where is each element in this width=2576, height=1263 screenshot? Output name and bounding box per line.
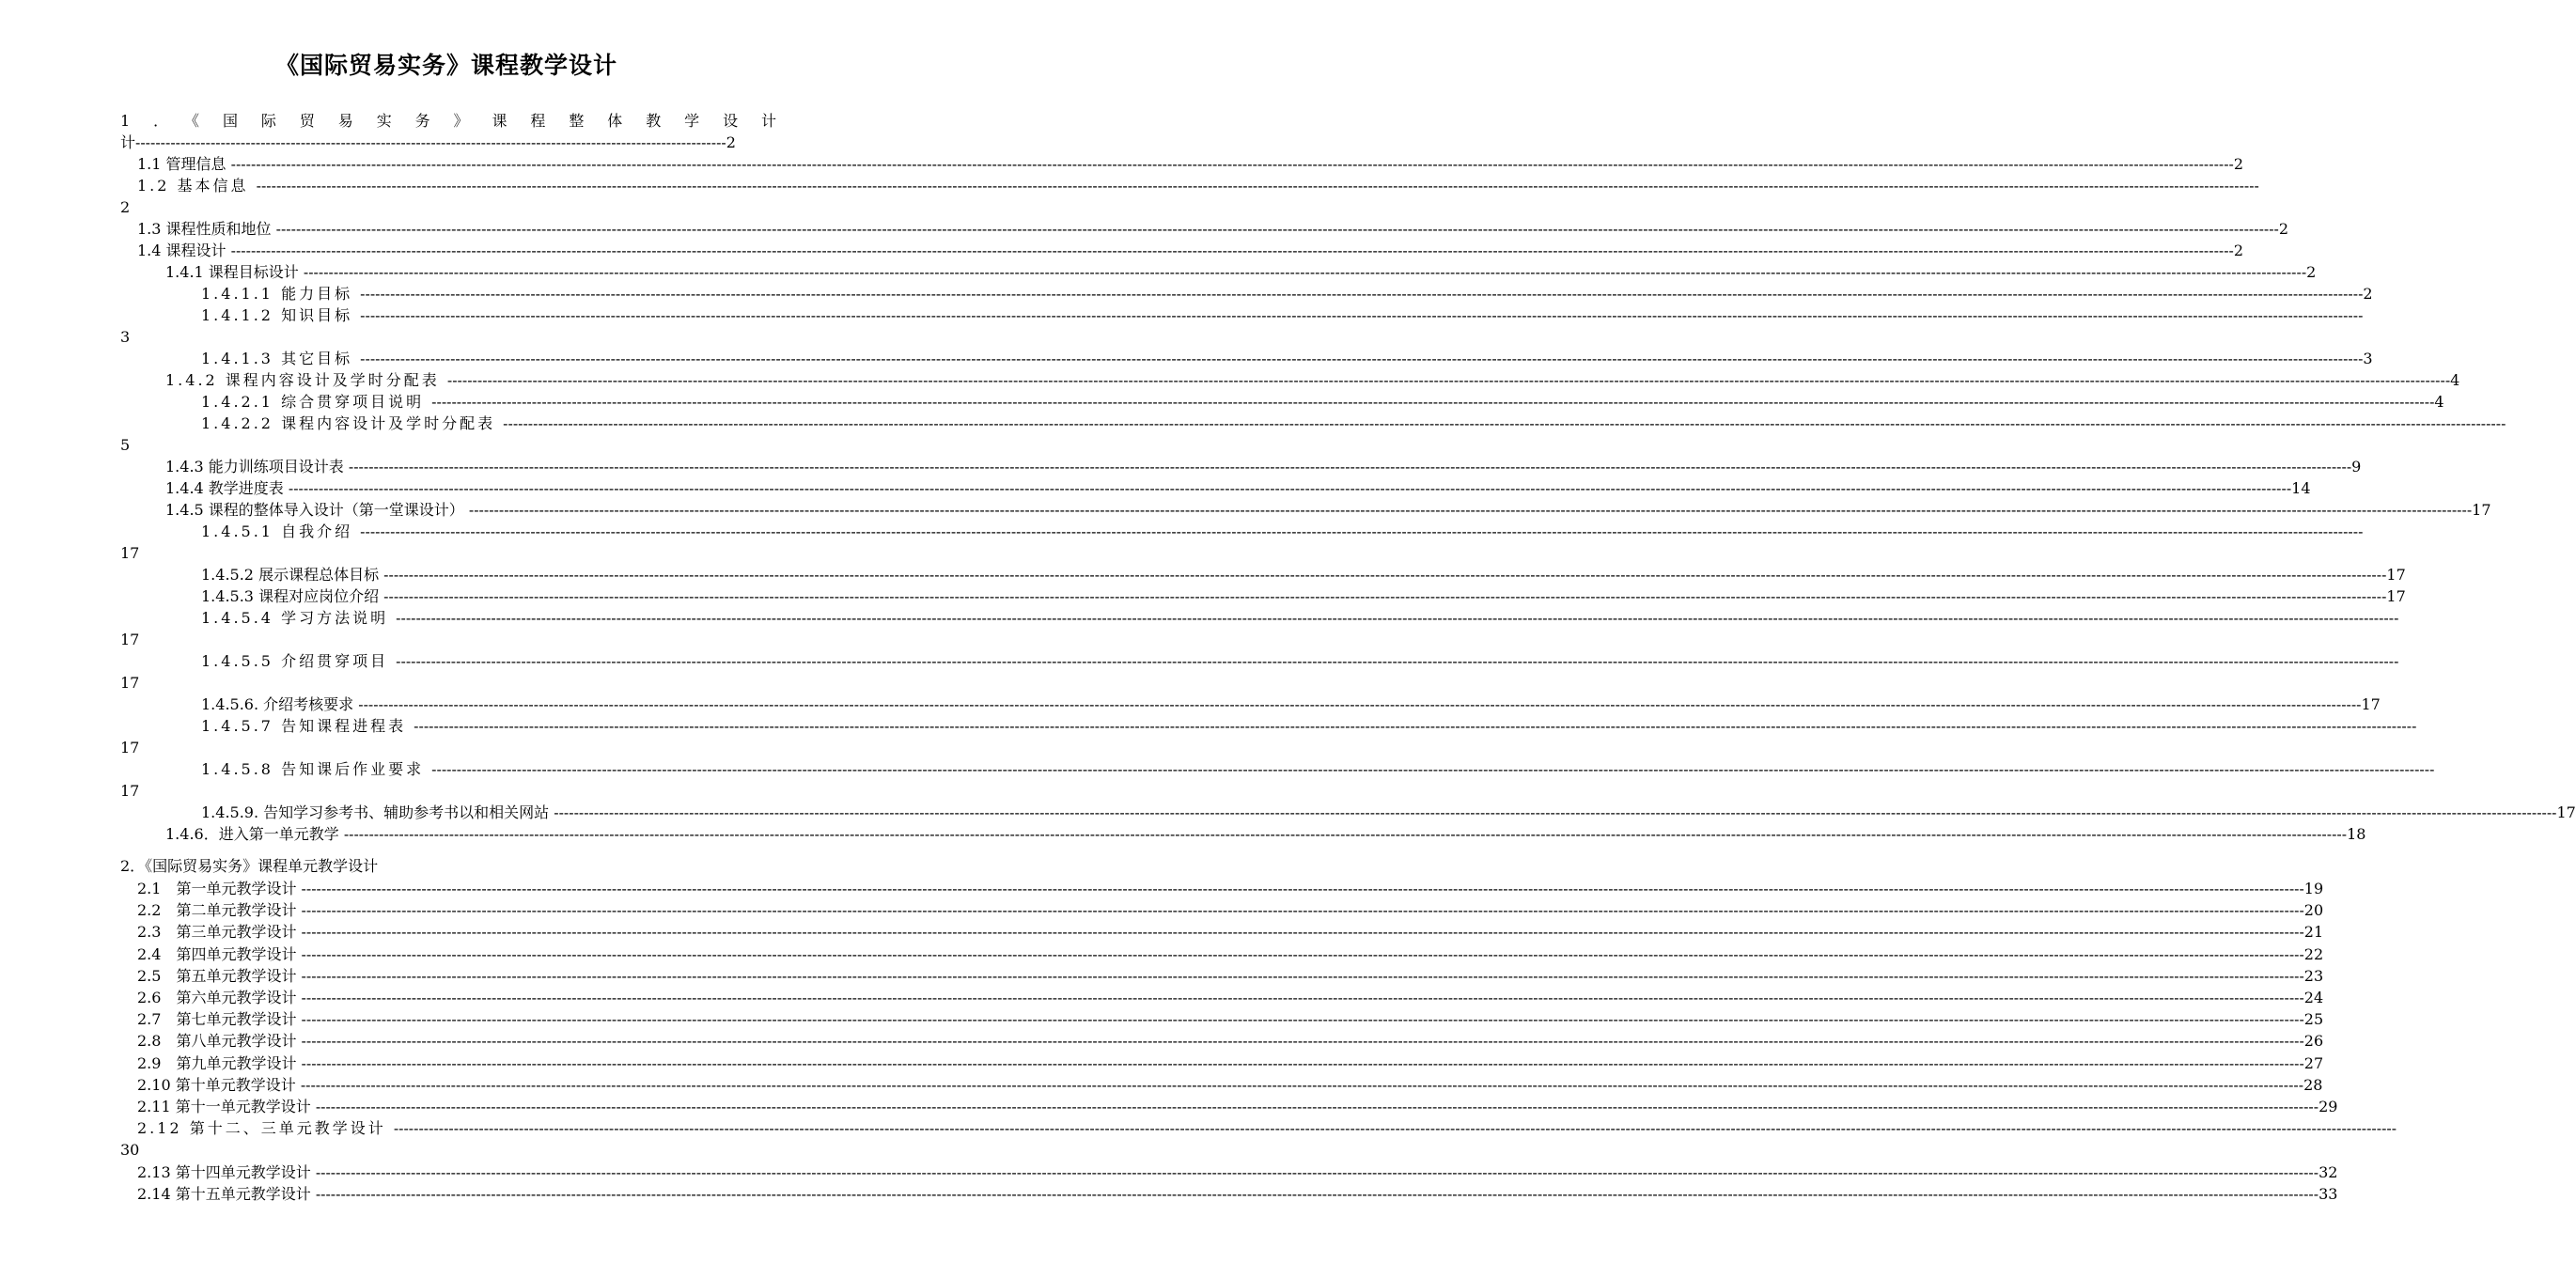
toc-item-entry[interactable] <box>201 694 2381 715</box>
toc-unit-label: 2.1 第一单元教学设计 <box>137 880 302 897</box>
toc-item-entry[interactable] <box>201 758 2435 780</box>
leader-dots: ---------------------------------------------------------------------------------------------------------------------------------------------------------------------------------------------------------------------------------------------------------------------------------------------------------------------------------------------------------------------------------------------------------------- <box>393 1121 2397 1137</box>
leader-dots: ---------------------------------------------------------------------------------------------------------------------------------------------------------------------------------------------------------------------------------------------------------------------------------------------------------------------------------------------------------------------------------------------------------------- <box>348 460 2352 476</box>
toc-unit-page: 28 <box>2303 1076 2323 1094</box>
leader-dots: ---------------------------------------------------------------------------------------------------------------------------------------------------------------------------------------------------------------------------------------------------------------------------------------------------------------------------------------------------------------------------------------------------------------- <box>301 969 2304 985</box>
toc-item-label: 1.4.3 能力训练项目设计表 <box>165 458 349 476</box>
toc-unit-label: 2.13 第十四单元教学设计 <box>137 1163 316 1181</box>
toc-item-label: 1.4.2.2 课程内容设计及学时分配表 <box>201 414 504 432</box>
toc-heading-1-continuation <box>120 132 736 153</box>
toc-unit-page: 30 <box>120 1141 140 1159</box>
toc-item-page: 17 <box>2386 566 2406 584</box>
toc-item-label: 1.2 基本信息 <box>137 177 257 195</box>
toc-unit-label: 2.11 第十一单元教学设计 <box>137 1098 316 1115</box>
toc-item-label: 1.4.5.4 学习方法说明 <box>201 609 397 627</box>
toc-heading-1-tail: 计 <box>120 133 136 151</box>
toc-item-entry[interactable] <box>201 283 2373 304</box>
toc-heading-1-label: 1．《国际贸易实务》课程整体教学设计 <box>120 112 789 130</box>
leader-dots: ---------------------------------------------------------------------------------------------------------------------------------------------------------------------------------------------------------------------------------------------------------------------------------------------------------------------------------------------------------------------------------------------------------------- <box>554 805 2557 821</box>
toc-unit-label: 2.14 第十五单元教学设计 <box>137 1185 316 1203</box>
toc-unit-label: 2.9 第九单元教学设计 <box>137 1054 302 1072</box>
toc-item-entry[interactable] <box>201 564 2406 585</box>
toc-unit-entry[interactable] <box>137 899 2324 921</box>
toc-item-label: 1.1 管理信息 <box>137 155 231 173</box>
toc-item-page: 2 <box>120 198 131 216</box>
toc-item-entry[interactable] <box>201 585 2406 607</box>
leader-dots: ---------------------------------------------------------------------------------------------------------------------------------------------------------------------------------------------------------------------------------------------------------------------------------------------------------------------------------------------------------------------------------------------------------------- <box>396 611 2399 627</box>
toc-unit-entry[interactable] <box>137 987 2324 1008</box>
leader-dots: ---------------------------------------------------------------------------------------------------------------------------------------------------------------------------------------------------------------------------------------------------------------------------------------------------------------------------------------------------------------------------------------------------------------- <box>383 568 2387 584</box>
leader-dots: ---------------------------------------------------------------------------------------------------------------------------------------------------------------------------------------------------------------------------------------------------------------------------------------------------------------------------------------------------------------------------------------------------------------- <box>360 351 2364 367</box>
toc-item-label: 1.4.5.9. 告知学习参考书、辅助参考书以和相关网站 <box>201 803 554 821</box>
toc-item-label: 1.4.5 课程的整体导入设计（第一堂课设计） <box>165 501 469 519</box>
toc-item-label: 1.4.1.3 其它目标 <box>201 350 361 367</box>
toc-item-entry[interactable] <box>201 650 2399 672</box>
toc-heading-2 <box>120 855 789 877</box>
toc-item-page: 4 <box>2450 371 2460 389</box>
leader-dots: ---------------------------------------------------------------------------------------------------------------------------------------------------------------------------------------------------------------------------------------------------------------------------------------------------------------------------------------------------------------------------------------------------------------- <box>230 243 2234 259</box>
leader-dots: ---------------------------------------------------------------------------------------------------------------------------------------------------------------------------------------------------------------------------------------------------------------------------------------------------------------------------------------------------------------------------------------------------------------- <box>288 481 2292 497</box>
toc-unit-entry[interactable] <box>137 1008 2324 1030</box>
leader-dots: ---------------------------------------------------------------------------------------------------------------------------------------------------------------------------------------------------------------------------------------------------------------------------------------------------------------------------------------------------------------------------------------------------------------- <box>360 524 2364 540</box>
toc-item-page: 2 <box>2306 263 2317 281</box>
leader-dots: ---------------------------------------------------------------------------------------------------------------------------------------------------------------------------------------------------------------------------------------------------------------------------------------------------------------------------------------------------------------------------------------------------------------- <box>360 287 2364 303</box>
toc-unit-page: 27 <box>2303 1054 2324 1072</box>
toc-item-page: 3 <box>120 328 131 346</box>
toc-item-label: 1.4.5.5 介绍贯穿项目 <box>201 652 397 670</box>
toc-item-page: 2 <box>2278 220 2289 238</box>
toc-unit-entry[interactable] <box>137 1074 2323 1096</box>
toc-unit-entry[interactable] <box>137 1183 2338 1205</box>
leader-dots: ---------------------------------------------------------------------------------------------------------------------------------------------------------------------------------------------------------------------------------------------------------------------------------------------------------------------------------------------------------------------------------------------------------------- <box>315 1165 2319 1181</box>
toc-item-page: 17 <box>120 631 140 648</box>
leader-dots: ---------------------------------------------------------------------------------------------------------------------------------------------------------------------------------------------------------------------------------------------------------------------------------------------------------------------------------------------------------------------------------------------------------------- <box>383 589 2387 605</box>
leader-dots: ---------------------------------------------------------------------------------------------------------------------------------------------------------------------------------------------------------------------------------------------------------------------------------------------------------------------------------------------------------------------------------------------------------------- <box>301 881 2304 897</box>
toc-unit-entry[interactable] <box>137 921 2324 943</box>
toc-unit-label: 2.7 第七单元教学设计 <box>137 1010 302 1028</box>
toc-item-entry[interactable] <box>201 413 2506 434</box>
document-title: 《国际贸易实务》课程教学设计 <box>274 52 617 79</box>
toc-item-entry[interactable] <box>137 153 2244 175</box>
leader-dots: ---------------------------------------------------------------------------------------------------------------------------------------------------------------------------------------------------------------------------------------------------------------------------------------------------------------------------------------------------------------------------------------------------------------- <box>303 265 2307 281</box>
toc-unit-entry[interactable] <box>137 943 2324 965</box>
toc-item-entry[interactable] <box>137 175 2259 196</box>
toc-item-page: 17 <box>120 674 140 692</box>
leader-dots: ---------------------------------------------------------------------------------------------------------------------------------------------------------------------------------------------------------------------------------------------------------------------------------------------------------------------------------------------------------------------------------------------------------------- <box>301 903 2304 919</box>
leader-dots: ---------------------------------------------------------------------------------------------------------------------------------------------------------------------------------------------------------------------------------------------------------------------------------------------------------------------------------------------------------------------------------------------------------------- <box>256 179 2259 195</box>
toc-item-label: 1.4.5.6. 介绍考核要求 <box>201 695 359 713</box>
toc-item-page: 17 <box>2361 695 2381 713</box>
toc-unit-page: 29 <box>2318 1098 2338 1115</box>
toc-unit-page: 25 <box>2303 1010 2324 1028</box>
toc-item-page: 17 <box>120 544 140 562</box>
toc-unit-label: 2.3 第三单元教学设计 <box>137 923 302 941</box>
leader-dots: ---------------------------------------------------------------------------------------------------------------------------------------------------------------------------------------------------------------------------------------------------------------------------------------------------------------------------------------------------------------------------------------------------------------- <box>446 373 2451 389</box>
toc-unit-entry[interactable] <box>137 1052 2324 1074</box>
toc-item-entry[interactable] <box>201 304 2364 326</box>
toc-item-entry[interactable] <box>137 240 2244 261</box>
leader-dots: ---------------------------------------------------------------------------------------------------------------------------------------------------------------------------------------------------------------------------------------------------------------------------------------------------------------------------------------------------------------------------------------------------------------- <box>275 222 2279 238</box>
leader-dots: ---------------------------------------------------------------------------------------------------------------------------------------------------------------------------------------------------------------------------------------------------------------------------------------------------------------------------------------------------------------------------------------------------------------- <box>301 925 2304 941</box>
leader-dots: ---------------------------------------------------------------------------------------------------------------------------------------------------------------------------------------------------------------------------------------------------------------------------------------------------------------------------------------------------------------------------------------------------------------- <box>301 947 2304 963</box>
leader-dots: ---------------------------------------------------------------------------------------------------------------------------------------------------------------------------------------------------------------------------------------------------------------------------------------------------------------------------------------------------------------------------------------------------------------- <box>230 157 2234 173</box>
toc-item-entry[interactable] <box>201 607 2399 629</box>
toc-item-entry[interactable] <box>201 391 2444 413</box>
toc-item-entry[interactable] <box>165 456 2362 477</box>
toc-item-page: 4 <box>2434 393 2444 411</box>
toc-item-page: 17 <box>2556 803 2576 821</box>
toc-item-entry[interactable] <box>165 261 2317 283</box>
toc-item-page: 2 <box>2233 155 2244 173</box>
toc-item-page: 14 <box>2291 479 2311 497</box>
leader-dots: ---------------------------------------------------------------------------------------------------------------------------------------------------------------------------------------------------------------------------------------------------------------------------------------------------------------------------------------------------------------------------------------------------------------- <box>396 654 2399 670</box>
leader-dots: ---------------------------------------------------------------------------------------------------------------------------------------------------------------------------------------------------------------------------------------------------------------------------------------------------------------------------------------------------------------------------------------------------------------- <box>300 1078 2304 1094</box>
toc-item-label: 1.4.2.1 综合贯穿项目说明 <box>201 393 432 411</box>
toc-item-label: 1.4.1 课程目标设计 <box>165 263 304 281</box>
toc-item-page: 9 <box>2351 458 2362 476</box>
toc-unit-label: 2.10 第十单元教学设计 <box>137 1076 301 1094</box>
toc-unit-label: 2.5 第五单元教学设计 <box>137 967 302 985</box>
leader-dots: ---------------------------------------------------------------------------------------------------------------------------------------------------------------------------------------------------------------------------------------------------------------------------------------------------------------------------------------------------------------------------------------------------------------- <box>315 1187 2319 1203</box>
leader-dots: ---------------------------------------------------------------------------------------------------------------------------------------------------------------------------------------------------------------------------------------------------------------------------------------------------------------------------------------------------------------------------------------------------------------- <box>301 1012 2304 1028</box>
toc-item-label: 1.4.6．进入第一单元教学 <box>165 825 344 843</box>
toc-unit-entry[interactable] <box>137 1162 2338 1183</box>
toc-item-entry[interactable] <box>201 521 2364 542</box>
toc-item-label: 1.4.4 教学进度表 <box>165 479 289 497</box>
toc-unit-label: 2.2 第二单元教学设计 <box>137 901 302 919</box>
toc-unit-page: 21 <box>2303 923 2324 941</box>
leader-dots: ---------------------------------------------------------------------------------------------------------------------------------------------------------------------------------------------------------------------------------------------------------------------------------------------------------------------------------------------------------------------------------------------------------------- <box>301 1056 2304 1072</box>
toc-item-entry[interactable] <box>165 477 2311 499</box>
leader-dots: ---------------------------------------------------------------------------------------------------------------------------------------------------------------------------------------------------------------------------------------------------------------------------------------------------------------------------------------------------------------------------------------------------------------- <box>315 1099 2319 1115</box>
leader-dots: ---------------------------------------------------------------------------------------------------------------------------------------------------------------------------------------------------------------------------------------------------------------------------------------------------------------------------------------------------------------------------------------------------------------- <box>431 762 2435 778</box>
toc-unit-label: 2.6 第六单元教学设计 <box>137 989 302 1006</box>
leader-dots: ---------------------------------------------------------------------------------------------------------------------------------------------------------------------------------------------------------------------------------------------------------------------------------------------------------------------------------------------------------------------------------------------------------------- <box>360 308 2364 324</box>
toc-item-label: 1.4 课程设计 <box>137 242 231 259</box>
leader-dots: ---------------------------------------------------------------------------------------------------------------------- <box>135 135 726 151</box>
toc-unit-page: 22 <box>2303 945 2324 963</box>
leader-dots: ---------------------------------------------------------------------------------------------------------------------------------------------------------------------------------------------------------------------------------------------------------------------------------------------------------------------------------------------------------------------------------------------------------------- <box>503 416 2506 432</box>
toc-unit-entry[interactable] <box>137 965 2324 987</box>
toc-item-entry[interactable] <box>201 802 2576 823</box>
toc-unit-page: 33 <box>2318 1185 2338 1203</box>
leader-dots: ---------------------------------------------------------------------------------------------------------------------------------------------------------------------------------------------------------------------------------------------------------------------------------------------------------------------------------------------------------------------------------------------------------------- <box>301 1034 2304 1050</box>
toc-item-entry[interactable] <box>165 369 2460 391</box>
leader-dots: ---------------------------------------------------------------------------------------------------------------------------------------------------------------------------------------------------------------------------------------------------------------------------------------------------------------------------------------------------------------------------------------------------------------- <box>431 395 2435 411</box>
toc-item-entry[interactable] <box>165 823 2366 845</box>
leader-dots: ---------------------------------------------------------------------------------------------------------------------------------------------------------------------------------------------------------------------------------------------------------------------------------------------------------------------------------------------------------------------------------------------------------------- <box>301 990 2304 1006</box>
toc-item-label: 1.4.5.1 自我介绍 <box>201 522 361 540</box>
toc-item-entry[interactable] <box>201 715 2417 737</box>
toc-item-label: 1.4.2 课程内容设计及学时分配表 <box>165 371 447 389</box>
toc-item-entry[interactable] <box>165 499 2491 521</box>
toc-heading-1 <box>120 110 789 132</box>
toc-item-page: 2 <box>2233 242 2244 259</box>
toc-unit-page: 23 <box>2303 967 2324 985</box>
toc-item-page: 17 <box>2472 501 2491 519</box>
toc-item-label: 1.4.1.1 能力目标 <box>201 285 361 303</box>
toc-item-page: 17 <box>2386 587 2406 605</box>
toc-item-page: 2 <box>2363 285 2373 303</box>
toc-unit-entry[interactable] <box>137 878 2324 899</box>
toc-item-label: 1.3 课程性质和地位 <box>137 220 276 238</box>
toc-unit-page: 32 <box>2318 1163 2338 1181</box>
toc-item-label: 1.4.5.7 告知课程进程表 <box>201 717 414 735</box>
toc-item-page: 3 <box>2363 350 2373 367</box>
toc-item-entry[interactable] <box>137 218 2289 240</box>
toc-item-page: 18 <box>2347 825 2366 843</box>
leader-dots: ---------------------------------------------------------------------------------------------------------------------------------------------------------------------------------------------------------------------------------------------------------------------------------------------------------------------------------------------------------------------------------------------------------------- <box>414 719 2417 735</box>
leader-dots: ---------------------------------------------------------------------------------------------------------------------------------------------------------------------------------------------------------------------------------------------------------------------------------------------------------------------------------------------------------------------------------------------------------------- <box>343 827 2348 843</box>
toc-unit-entry[interactable] <box>137 1117 2397 1139</box>
toc-unit-label: 2.12 第十二、三单元教学设计 <box>137 1119 394 1137</box>
toc-item-label: 1.4.5.2 展示课程总体目标 <box>201 566 384 584</box>
toc-heading-1-page: 2 <box>726 133 736 151</box>
toc-unit-page: 19 <box>2303 880 2324 897</box>
toc-item-label: 1.4.5.3 课程对应岗位介绍 <box>201 587 384 605</box>
toc-heading-2-label: 2．《国际贸易实务》课程单元教学设计 <box>120 857 379 875</box>
toc-unit-entry[interactable] <box>137 1096 2338 1117</box>
toc-item-page: 5 <box>120 436 131 454</box>
toc-unit-page: 20 <box>2303 901 2324 919</box>
toc-unit-label: 2.8 第八单元教学设计 <box>137 1032 302 1050</box>
toc-unit-page: 26 <box>2303 1032 2324 1050</box>
toc-item-page: 17 <box>120 739 140 756</box>
toc-item-label: 1.4.1.2 知识目标 <box>201 306 361 324</box>
leader-dots: ---------------------------------------------------------------------------------------------------------------------------------------------------------------------------------------------------------------------------------------------------------------------------------------------------------------------------------------------------------------------------------------------------------------- <box>468 503 2473 519</box>
toc-item-entry[interactable] <box>201 348 2373 369</box>
toc-item-page: 17 <box>120 782 140 800</box>
toc-unit-label: 2.4 第四单元教学设计 <box>137 945 302 963</box>
toc-unit-entry[interactable] <box>137 1030 2324 1052</box>
leader-dots: ---------------------------------------------------------------------------------------------------------------------------------------------------------------------------------------------------------------------------------------------------------------------------------------------------------------------------------------------------------------------------------------------------------------- <box>358 697 2362 713</box>
toc-unit-page: 24 <box>2303 989 2324 1006</box>
toc-item-label: 1.4.5.8 告知课后作业要求 <box>201 760 432 778</box>
